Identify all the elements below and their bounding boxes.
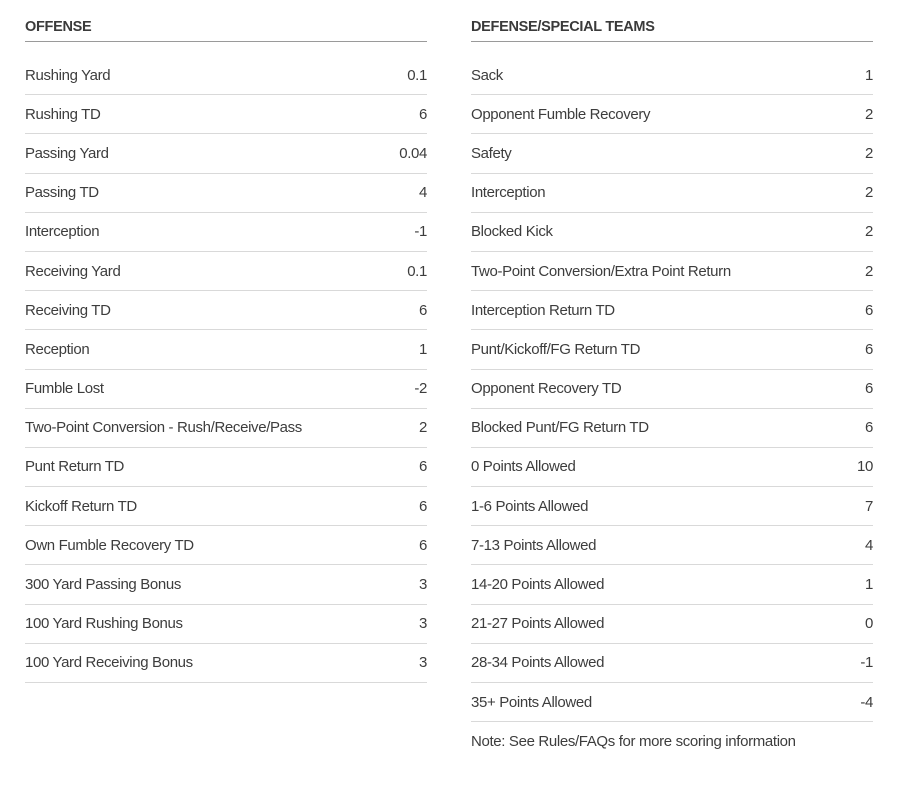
scoring-row: [471, 605, 873, 644]
scoring-row-points: 4: [419, 184, 427, 202]
defense-section: [471, 12, 873, 762]
scoring-row-label: Punt/Kickoff/FG Return TD: [471, 340, 641, 358]
scoring-row: [471, 95, 873, 134]
scoring-row: [25, 330, 427, 369]
scoring-row-points: 6: [419, 105, 427, 123]
scoring-row-label: 1-6 Points Allowed: [471, 497, 589, 515]
scoring-row: [471, 370, 873, 409]
scoring-row-points: 2: [419, 419, 427, 437]
scoring-row: [471, 487, 873, 526]
scoring-row-label: 0 Points Allowed: [471, 458, 576, 476]
scoring-row: [471, 683, 873, 722]
scoring-row-label: Sack: [471, 66, 503, 84]
scoring-row: [25, 448, 427, 487]
scoring-row-points: -4: [860, 693, 873, 711]
scoring-row-label: Receiving Yard: [25, 262, 121, 280]
scoring-row: [25, 174, 427, 213]
scoring-row-label: Blocked Kick: [471, 223, 553, 241]
scoring-row-points: 6: [419, 536, 427, 554]
scoring-row-label: 100 Yard Receiving Bonus: [25, 654, 193, 672]
scoring-row-label: Rushing TD: [25, 105, 101, 123]
scoring-row-label: 14-20 Points Allowed: [471, 576, 605, 594]
offense-heading: OFFENSE: [25, 12, 427, 42]
scoring-row-label: Fumble Lost: [25, 380, 104, 398]
scoring-row: [25, 95, 427, 134]
scoring-row: [25, 565, 427, 604]
scoring-row-points: 6: [865, 419, 873, 437]
scoring-row-points: 0.1: [407, 262, 427, 280]
scoring-row-points: 6: [419, 458, 427, 476]
scoring-row-label: Opponent Fumble Recovery: [471, 105, 651, 123]
scoring-row-points: 6: [865, 340, 873, 358]
scoring-row-points: -1: [860, 654, 873, 672]
scoring-row-points: 0: [865, 615, 873, 633]
scoring-row-points: 2: [865, 223, 873, 241]
scoring-row: [471, 252, 873, 291]
scoring-row-label: Two-Point Conversion/Extra Point Return: [471, 262, 731, 280]
scoring-row: [25, 134, 427, 173]
scoring-row: [471, 448, 873, 487]
scoring-row-points: 6: [419, 301, 427, 319]
scoring-row-points: 1: [419, 340, 427, 358]
scoring-row-label: 100 Yard Rushing Bonus: [25, 615, 183, 633]
scoring-row: [471, 213, 873, 252]
scoring-row-label: Reception: [25, 340, 90, 358]
scoring-row: [25, 370, 427, 409]
scoring-row-label: Own Fumble Recovery TD: [25, 536, 194, 554]
offense-section: [25, 12, 427, 683]
scoring-row-points: 0.1: [407, 66, 427, 84]
scoring-row-points: 0.04: [399, 144, 427, 162]
scoring-row: [25, 487, 427, 526]
scoring-row-label: Two-Point Conversion - Rush/Receive/Pass: [25, 419, 302, 437]
scoring-row: [471, 330, 873, 369]
scoring-row-points: -2: [414, 380, 427, 398]
scoring-row-label: Punt Return TD: [25, 458, 125, 476]
scoring-row: [25, 605, 427, 644]
scoring-row-points: 3: [419, 576, 427, 594]
scoring-row: [471, 565, 873, 604]
scoring-row-points: 6: [419, 497, 427, 515]
scoring-row: [25, 644, 427, 683]
defense-heading: DEFENSE/SPECIAL TEAMS: [471, 12, 873, 42]
scoring-row: [25, 526, 427, 565]
scoring-row-label: Interception: [25, 223, 100, 241]
scoring-row-points: 4: [865, 536, 873, 554]
scoring-row-label: Interception Return TD: [471, 301, 615, 319]
scoring-note: Note: See Rules/FAQs for more scoring information: [471, 733, 796, 751]
scoring-row-label: Opponent Recovery TD: [471, 380, 622, 398]
scoring-row: [25, 213, 427, 252]
scoring-row-label: 300 Yard Passing Bonus: [25, 576, 182, 594]
scoring-row-points: 2: [865, 144, 873, 162]
scoring-row-points: 6: [865, 380, 873, 398]
scoring-row: [471, 174, 873, 213]
scoring-row-label: 7-13 Points Allowed: [471, 536, 597, 554]
scoring-row: [25, 252, 427, 291]
scoring-row: [471, 56, 873, 95]
scoring-row-label: 21-27 Points Allowed: [471, 615, 605, 633]
scoring-row-points: 6: [865, 301, 873, 319]
scoring-row-label: 28-34 Points Allowed: [471, 654, 605, 672]
scoring-row: [471, 409, 873, 448]
scoring-row: [25, 56, 427, 95]
scoring-row: [471, 526, 873, 565]
scoring-row-label: Blocked Punt/FG Return TD: [471, 419, 649, 437]
scoring-row: [25, 409, 427, 448]
scoring-row-points: 10: [857, 458, 873, 476]
scoring-row-points: 2: [865, 184, 873, 202]
scoring-row-points: 2: [865, 262, 873, 280]
scoring-row-label: Interception: [471, 184, 546, 202]
scoring-row: [471, 134, 873, 173]
scoring-row-label: Passing TD: [25, 184, 99, 202]
scoring-row-points: 3: [419, 654, 427, 672]
offense-scoring-list: [25, 56, 427, 683]
scoring-row-label: Rushing Yard: [25, 66, 111, 84]
scoring-row: [25, 291, 427, 330]
scoring-row-points: 7: [865, 497, 873, 515]
scoring-row-points: 1: [865, 576, 873, 594]
scoring-row-points: 1: [865, 66, 873, 84]
scoring-row-label: Receiving TD: [25, 301, 111, 319]
scoring-row-label: Passing Yard: [25, 144, 109, 162]
scoring-row-label: Kickoff Return TD: [25, 497, 137, 515]
scoring-row: [471, 291, 873, 330]
scoring-row-label: Safety: [471, 144, 512, 162]
defense-scoring-list: [471, 56, 873, 722]
scoring-row: [471, 644, 873, 683]
scoring-row-points: 3: [419, 615, 427, 633]
scoring-row-points: 2: [865, 105, 873, 123]
scoring-row-label: 35+ Points Allowed: [471, 693, 592, 711]
scoring-row-points: -1: [414, 223, 427, 241]
